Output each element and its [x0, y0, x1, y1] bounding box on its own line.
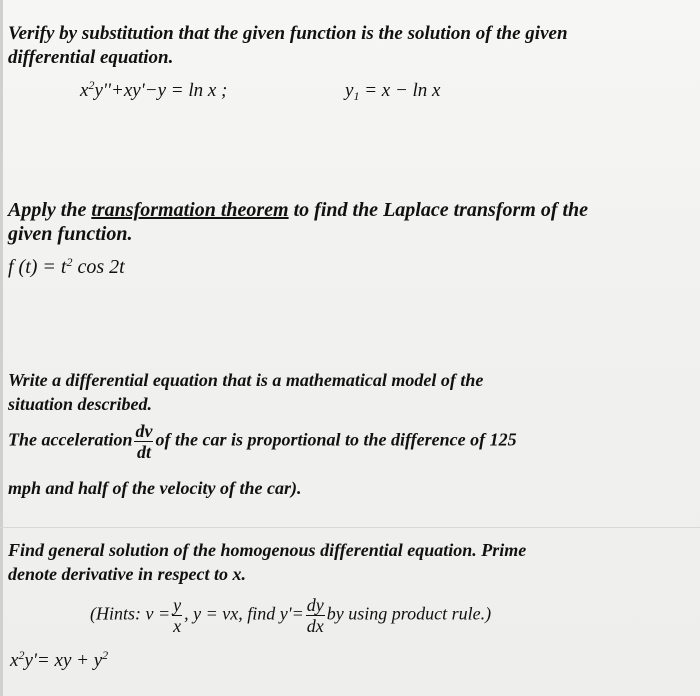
problem-4-instruction-line1: Find general solution of the homogenous differential equation. Prime	[8, 540, 527, 560]
problem-3-statement-line2: mph and half of the velocity of the car).	[8, 478, 302, 498]
transformation-theorem-link: transformation theorem	[91, 199, 289, 221]
problem-3-instruction-line2: situation described.	[8, 394, 153, 414]
problem-1-instruction	[8, 22, 692, 70]
problem-3-instruction	[8, 368, 692, 416]
problem-2-function: f $(t) = t^2$ cos 2t	[8, 255, 125, 278]
section-divider	[0, 527, 700, 528]
problem-3-instruction-line1: Write a differential equation that is a mathematical model of the	[8, 370, 484, 390]
problem-4-hints: (Hints: v = $\frac{y}{x}$ , y = vx, find y'= $\frac{dy}{dx}$ by using product rule.)	[90, 595, 492, 636]
problem-2	[8, 198, 692, 278]
hint-fraction-v: $\frac{y}{x}$	[173, 595, 182, 636]
problem-1-instruction-line1: Verify by substitution that the given function is the solution of the given	[8, 23, 568, 44]
problem-1	[8, 22, 692, 103]
problem-1-solution: $y_1 = x - \ln x$	[345, 80, 441, 103]
problem-1-equation: $x^2y''+xy'-y = \ln x$ ;	[80, 78, 228, 101]
problem-2-instruction: Apply the transformation theorem to find the Laplace transform of the given function.	[8, 199, 589, 245]
problem-1-instruction-line2: differential equation.	[8, 47, 174, 68]
problem-4-instruction-line2: denote derivative in respect to x.	[8, 564, 246, 584]
acceleration-fraction: $\frac{dv}{dt}$	[135, 421, 153, 462]
problem-4	[8, 538, 692, 671]
problem-3	[8, 368, 692, 498]
problem-4-instruction	[8, 538, 692, 586]
problem-2-instruction-line2: given function.	[8, 223, 133, 245]
page-edge	[0, 0, 3, 696]
problem-3-statement: The acceleration $\frac{dv}{dt}$ of the car is proportional to the difference of 125	[8, 421, 517, 462]
problem-4-equation: $x^2y'=$ xy + $y^2$	[10, 648, 109, 671]
hint-fraction-dydx: $\frac{dy}{dx}$	[306, 595, 324, 636]
